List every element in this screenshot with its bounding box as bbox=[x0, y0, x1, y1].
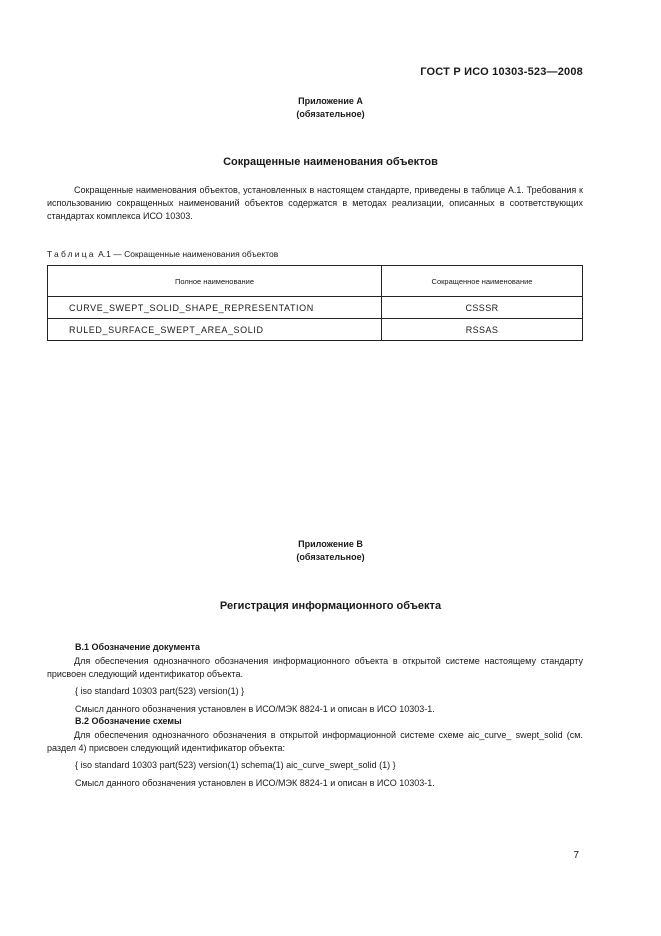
header-short-name: Сокращенное наименование bbox=[382, 266, 583, 297]
table-row bbox=[48, 319, 583, 341]
table-caption-prefix: Таблица bbox=[47, 249, 96, 259]
b1-note: Смысл данного обозначения установлен в ИСО/МЭК 8824-1 и описан в ИСО 10303-1. bbox=[75, 704, 435, 714]
appendix-a-status: (обязательное) bbox=[296, 109, 365, 119]
appendix-a-paragraph: Сокращенные наименования объектов, установленных в настоящем стандарте, приведены в таблице А.1. Требования к использованию сокращенных наименований объектов содержатся в методах реализации, описанных в соответствующих стандартах комплекса ИСО 10303. bbox=[47, 185, 583, 221]
b2-paragraph: Для обеспечения однозначного обозначения в открытой информационной системе схеме aic_curve_ swept_solid (см. раздел 4) присвоен следующий идентификатор объекта: bbox=[47, 730, 583, 753]
appendix-b-title: Приложение В bbox=[298, 539, 363, 549]
document-code: ГОСТ Р ИСО 10303-523—2008 bbox=[420, 66, 583, 78]
header-full-name: Полное наименование bbox=[48, 266, 382, 297]
page-number: 7 bbox=[573, 850, 579, 861]
b2-identifier: { iso standard 10303 part(523) version(1) schema(1) aic_curve_swept_solid (1) } bbox=[75, 760, 396, 770]
row-full-name: RULED_SURFACE_SWEPT_AREA_SOLID bbox=[48, 319, 382, 341]
table-caption bbox=[47, 249, 278, 259]
row-short-name: CSSSR bbox=[382, 297, 583, 319]
table-caption-text: А.1 — Сокращенные наименования объектов bbox=[95, 249, 279, 259]
table-row bbox=[48, 297, 583, 319]
b1-heading: В.1 Обозначение документа bbox=[75, 642, 200, 652]
appendix-b-status: (обязательное) bbox=[296, 552, 365, 562]
appendix-a-heading: Сокращенные наименования объектов bbox=[223, 156, 438, 168]
row-short-name: RSSAS bbox=[382, 319, 583, 341]
b2-note: Смысл данного обозначения установлен в ИСО/МЭК 8824-1 и описан в ИСО 10303-1. bbox=[75, 778, 435, 788]
row-full-name: CURVE_SWEPT_SOLID_SHAPE_REPRESENTATION bbox=[48, 297, 382, 319]
table-header-row bbox=[48, 266, 583, 297]
objects-table bbox=[47, 265, 583, 341]
b1-paragraph: Для обеспечения однозначного обозначения информационного объекта в открытой системе настоящему стандарту присвоен следующий идентификатор объекта. bbox=[47, 656, 583, 679]
b1-identifier: { iso standard 10303 part(523) version(1) } bbox=[75, 686, 245, 696]
appendix-b-heading: Регистрация информационного объекта bbox=[219, 600, 442, 612]
appendix-a-title: Приложение А bbox=[298, 96, 363, 106]
b2-heading: В.2 Обозначение схемы bbox=[75, 716, 182, 726]
